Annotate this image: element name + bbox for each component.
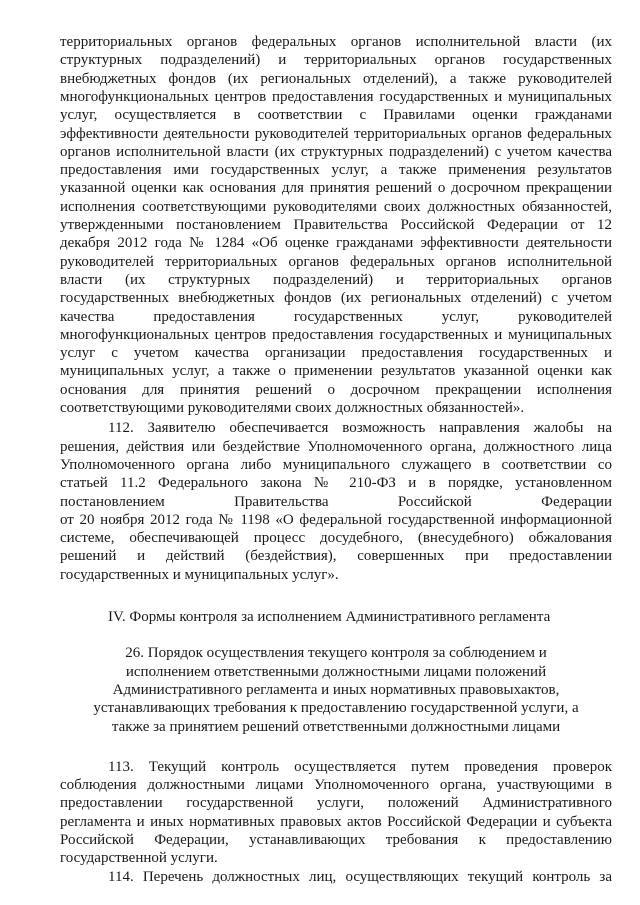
text-line: структурных подразделений) и территориальных органов государственных	[60, 52, 612, 69]
text-line: власти (их структурных подразделений) и территориальных органов	[60, 271, 612, 288]
heading-line: 26. Порядок осуществления текущего контроля за соблюдением и	[125, 645, 547, 662]
heading-line: также за принятием решений ответственными должностными лицами	[111, 718, 561, 735]
text-line: органов исполнительной власти (их структурных подразделений) с учетом качества	[60, 143, 612, 160]
text-line: решений и действий (бездействия), совершенных при предоставлении	[60, 548, 612, 565]
text-line: утвержденными постановлением Правительства Российской Федерации от 12	[60, 217, 612, 233]
heading-line: устанавливающих требования к предоставлению государственной услуги, а	[93, 700, 579, 717]
text-line: многофункциональных центров предоставления государственных и муниципальных	[60, 326, 612, 343]
text-line: муниципальных услуг, а также о применении результатов указанной оценки как	[60, 363, 612, 380]
text-line: услуг с учетом качества организации предоставления государственных и	[60, 345, 612, 362]
paragraph-first-line: 112. Заявителю обеспечивается возможность направления жалобы на	[108, 420, 612, 437]
text-line: от 20 ноября 2012 года № 1198 «О федеральной государственной информационной	[60, 511, 612, 528]
text-line: статьей 11.2 Федерального закона № 210-ФЗ и в порядке, установленном	[60, 475, 612, 492]
text-line: руководителей территориальных органов федеральных органов исполнительной	[60, 253, 612, 270]
text-line: государственной услуги.	[60, 850, 218, 867]
text-line: решения, действия или бездействие Уполномоченного органа, должностного лица	[60, 438, 612, 455]
paragraph-first-line: 113. Текущий контроль осуществляется путем проведения проверок	[108, 758, 612, 775]
text-line: Российской Федерации, устанавливающих требования к предоставлению	[60, 832, 612, 848]
text-line: качества предоставления государственных услуг, руководителей	[60, 308, 612, 325]
text-line: территориальных органов федеральных органов исполнительной власти (их	[60, 34, 612, 50]
text-line: декабря 2012 года № 1284 «Об оценке гражданами эффективности деятельности	[60, 235, 612, 252]
text-line: постановлением Правительства Российской Федерации	[60, 493, 612, 510]
text-line: указанной оценки как основания для принятия решений о досрочном прекращении	[60, 180, 612, 197]
text-line: соответствующими руководителями своих должностных обязанностей».	[60, 400, 525, 416]
text-line: эффективности деятельности руководителей территориальных органов федеральных	[60, 125, 612, 142]
text-line: внебюджетных фондов (их региональных отделений), а также руководителей	[60, 70, 612, 87]
text-line: соблюдения должностными лицами Уполномоченного органа, участвующими в	[60, 777, 612, 794]
heading-line: исполнением ответственными должностными лицами положений	[125, 663, 547, 680]
text-line: системе, обеспечивающей процесс досудебного, (внесудебного) обжалования	[60, 530, 612, 547]
heading-line: Административного регламента и иных нормативных правовыхактов,	[112, 681, 560, 698]
text-line: услуг, осуществляется в соответствии с Правилами оценки гражданами	[60, 107, 612, 124]
text-line: многофункциональных центров предоставления государственных и муниципальных	[60, 88, 612, 105]
text-line: регламента и иных нормативных правовых актов Российской Федерации и субъекта	[60, 813, 612, 830]
section-heading: IV. Формы контроля за исполнением Административного регламента	[108, 609, 551, 625]
text-line: государственных внебюджетных фондов (их региональных отделений) с учетом	[60, 290, 612, 307]
text-line: предоставлении государственной услуги, положений Административного	[60, 795, 612, 812]
text-line: предоставления ими государственных услуг, а также применения результатов	[60, 162, 612, 179]
text-line: государственных и муниципальных услуг».	[60, 566, 339, 583]
text-line: основания для принятия решений о досрочном прекращении исполнения	[60, 381, 612, 398]
paragraph-first-line: 114. Перечень должностных лиц, осуществляющих текущий контроль за	[108, 868, 612, 885]
text-line: Уполномоченного органа либо муниципального служащего в соответствии со	[60, 456, 612, 473]
text-line: исполнения соответствующими руководителями своих должностных обязанностей,	[60, 198, 612, 215]
